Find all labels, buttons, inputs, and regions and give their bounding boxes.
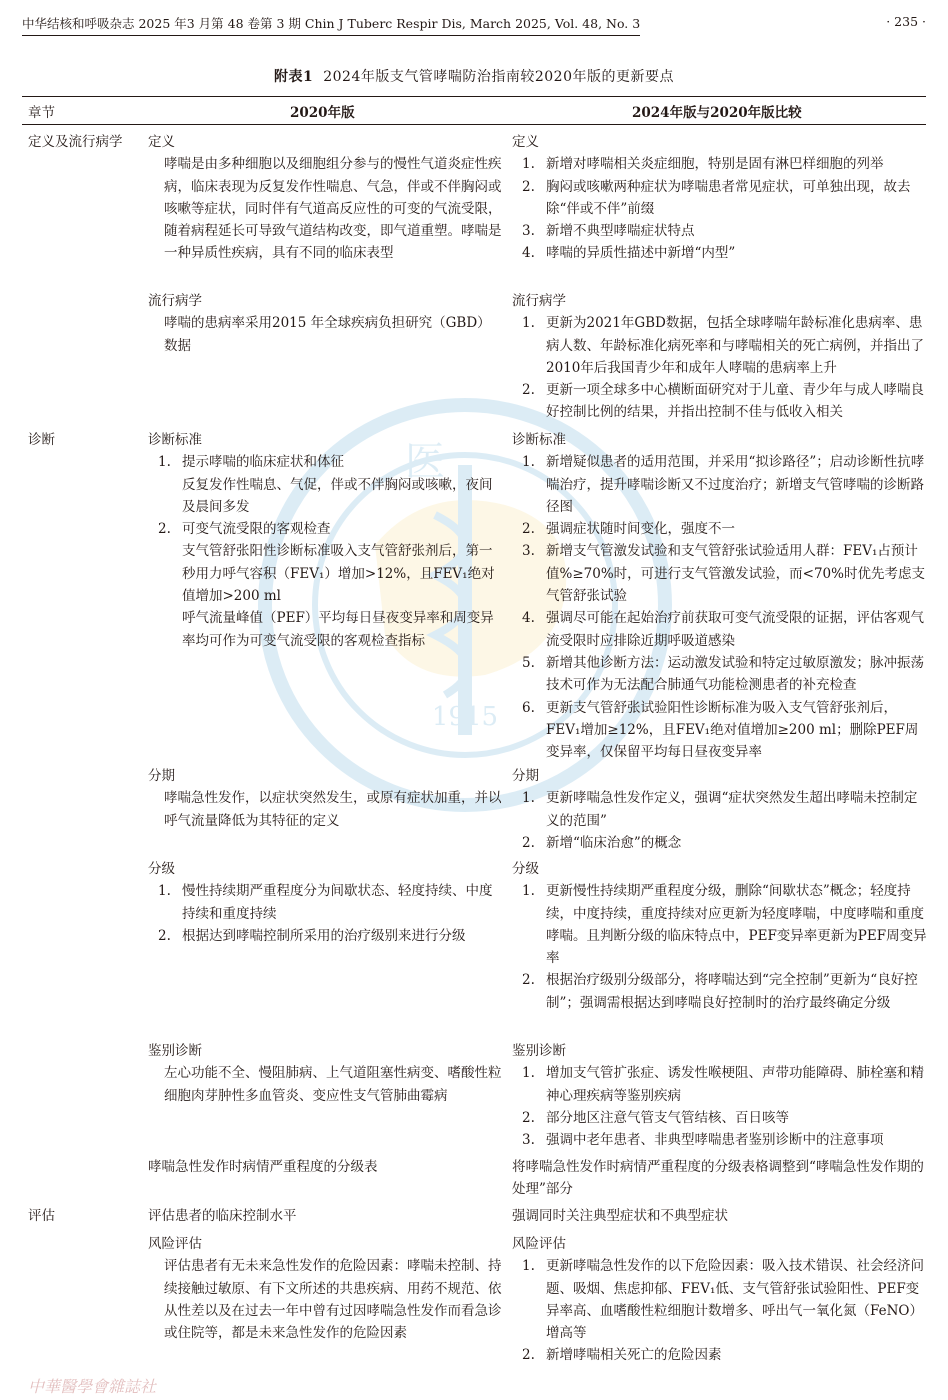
subsection-title: 鉴别诊断 xyxy=(512,1043,566,1059)
paragraph: 反复发作性喘息、气促，伴或不伴胸闷或咳嗽，夜间及晨间多发 xyxy=(182,476,493,515)
item-number: 1. xyxy=(522,315,535,332)
item-list xyxy=(512,880,928,1014)
subsection-title: 分级 xyxy=(148,861,175,877)
journal-citation: 中华结核和呼吸杂志 2025 年3 月第 48 卷第 3 期 Chin J Tuberc Respir Dis, March 2025, Vol. 48, No. 3 xyxy=(22,14,640,36)
cell-2024 xyxy=(512,290,928,424)
cell-2020 xyxy=(148,765,503,832)
item-list xyxy=(512,153,928,264)
publisher-name: 中華醫學會雜誌社 xyxy=(28,1377,157,1396)
subsection-title: 分期 xyxy=(512,768,539,784)
item-number: 2. xyxy=(158,927,171,944)
list-item: 1. 更新哮喘急性发作的以下危险因素：吸入技术错误、社会经济问题、吸烟、焦虑抑郁、FEV₁低、支气管舒张试验阳性、PEF变异率高、血嗜酸性粒细胞计数增多、呼出气一氧化氮（FeNO）增高等 xyxy=(522,1255,928,1344)
item-number: 4. xyxy=(522,245,535,262)
cell-2024 xyxy=(512,131,928,265)
cell-2024 xyxy=(512,1156,928,1201)
header-rule xyxy=(22,124,926,125)
top-rule xyxy=(22,96,926,97)
paragraph: 哮喘急性发作，以症状突然发生，或原有症状加重，并以呼气流量降低为其特征的定义 xyxy=(164,790,502,829)
item-number: 6. xyxy=(522,699,535,716)
item-list xyxy=(512,1255,928,1366)
subsection-title: 定义 xyxy=(148,134,175,150)
subsection-title: 诊断标准 xyxy=(148,432,202,448)
item-number: 2. xyxy=(522,521,535,538)
subsection-title: 诊断标准 xyxy=(512,432,566,448)
item-list xyxy=(148,880,503,947)
list-item: 1. 更新慢性持续期严重程度分级，删除“间歇状态”概念；轻度持续，中度持续，重度持续对应更新为轻度哮喘，中度哮喘和重度哮喘。且判断分级的临床特点中，PEF变异率更新为PEF周变异率 xyxy=(522,880,928,969)
item-number: 1. xyxy=(522,156,535,173)
cell-2020 xyxy=(148,858,503,947)
running-header xyxy=(22,14,926,36)
subsection-title: 鉴别诊断 xyxy=(148,1043,202,1059)
subsection-title: 流行病学 xyxy=(148,293,202,309)
list-item: 3. 强调中老年患者、非典型哮喘患者鉴别诊断中的注意事项 xyxy=(522,1129,928,1151)
list-item: 2. 更新一项全球多中心横断面研究对于儿童、青少年与成人哮喘良好控制比例的结果，并指出控制不佳与低收入相关 xyxy=(522,379,928,424)
item-list xyxy=(512,451,928,763)
cell-2020 xyxy=(148,429,503,652)
item-number: 2. xyxy=(522,834,535,851)
item-number: 1. xyxy=(522,1258,535,1275)
cell-2020 xyxy=(148,290,503,357)
paragraph: 支气管舒张阳性诊断标准吸入支气管舒张剂后，第一秒用力呼气容积（FEV₁）增加>12%，且FEV₁绝对值增加>200 ml xyxy=(182,543,495,605)
list-item: 2. 部分地区注意气管支气管结核、百日咳等 xyxy=(522,1107,928,1129)
col-header-section: 章节 xyxy=(28,105,55,121)
item-number: 2. xyxy=(522,1347,535,1364)
table-caption xyxy=(0,66,948,86)
subsection-title: 分级 xyxy=(512,861,539,877)
item-number: 1. xyxy=(522,790,535,807)
list-item: 2. 胸闷或咳嗽两种症状为哮喘患者常见症状，可单独出现，故去除“伴或不伴”前缀 xyxy=(522,176,928,221)
item-number: 1. xyxy=(522,883,535,900)
item-number: 1. xyxy=(158,883,171,900)
cell-2020 xyxy=(148,1233,503,1344)
item-number: 1. xyxy=(158,454,171,471)
list-item: 2. 可变气流受限的客观检查 xyxy=(158,518,503,540)
item-list xyxy=(148,518,503,540)
paragraph: 呼气流量峰值（PEF）平均每日昼夜变异率和周变异率均可作为可变气流受限的客观检查指标 xyxy=(182,610,494,649)
col-header-2024: 2024年版与2020年版比较 xyxy=(632,105,802,121)
publisher-watermark xyxy=(0,1374,420,1400)
cell-2020 xyxy=(148,1040,503,1107)
item-list xyxy=(148,451,503,473)
item-number: 1. xyxy=(522,454,535,471)
table-title: 2024年版支气管哮喘防治指南较2020年版的更新要点 xyxy=(323,69,674,85)
cell-2024 xyxy=(512,429,928,763)
list-item: 1. 新增对哮喘相关炎症细胞，特别是固有淋巴样细胞的列举 xyxy=(522,153,928,175)
item-number: 3. xyxy=(522,223,535,240)
list-item: 4. 强调尽可能在起始治疗前获取可变气流受限的证据，评估客观气流受限时应排除近期呼吸道感染 xyxy=(522,607,928,652)
list-item: 4. 哮喘的异质性描述中新增“内型” xyxy=(522,242,928,264)
item-number: 2. xyxy=(522,382,535,399)
paragraph: 左心功能不全、慢阻肺病、上气道阻塞性病变、嗜酸性粒细胞肉芽肿性多血管炎、变应性支气管肺曲霉病 xyxy=(164,1065,502,1104)
subsection-title: 哮喘急性发作时病情严重程度的分级表 xyxy=(148,1159,378,1175)
list-item: 3. 新增不典型哮喘症状特点 xyxy=(522,220,928,242)
cell-2020 xyxy=(148,1205,503,1227)
cell-2024 xyxy=(512,1040,928,1151)
section-label: 评估 xyxy=(28,1208,55,1224)
list-item: 2. 新增哮喘相关死亡的危险因素 xyxy=(522,1344,928,1366)
list-item: 1. 新增疑似患者的适用范围，并采用“拟诊路径”；启动诊断性抗哮喘治疗，提升哮喘诊断又不过度治疗；新增支气管哮喘的诊断路径图 xyxy=(522,451,928,518)
item-number: 2. xyxy=(158,521,171,538)
list-item: 2. 强调症状随时间变化，强度不一 xyxy=(522,518,928,540)
item-number: 3. xyxy=(522,543,535,560)
table-label: 附表1 xyxy=(273,69,314,85)
list-item: 2. 根据达到哮喘控制所采用的治疗级别来进行分级 xyxy=(158,925,503,947)
item-number: 2. xyxy=(522,178,535,195)
list-item: 6. 更新支气管舒张试验阳性诊断标准为吸入支气管舒张剂后，FEV₁增加≥12%，且FEV₁绝对值增加≥200 ml；删除PEF周变异率，仅保留平均每日昼夜变异率 xyxy=(522,697,928,764)
page-number: · 235 · xyxy=(886,14,926,29)
seal-year: 1915 xyxy=(431,702,499,732)
item-number: 3. xyxy=(522,1132,535,1149)
col-header-2020: 2020年版 xyxy=(290,105,355,121)
paragraph: 哮喘是由多种细胞以及细胞组分参与的慢性气道炎症性疾病，临床表现为反复发作性喘息、气急，伴或不伴胸闷或咳嗽等症状，同时伴有气道高反应性的可变的气流受限，随着病程延长可导致气道结构改变，即气道重塑。哮喘是一种异质性疾病，具有不同的临床表型 xyxy=(164,156,502,262)
section-label: 诊断 xyxy=(28,432,55,448)
list-item: 5. 新增其他诊断方法：运动激发试验和特定过敏原激发；脉冲振荡技术可作为无法配合肺通气功能检测患者的补充检查 xyxy=(522,652,928,697)
item-number: 5. xyxy=(522,654,535,671)
subsection-title: 风险评估 xyxy=(148,1236,202,1252)
subsection-title: 流行病学 xyxy=(512,293,566,309)
list-item: 3. 新增支气管激发试验和支气管舒张试验适用人群：FEV₁占预计值%≥70%时，可进行支气管激发试验，而<70%时优先考虑支气管舒张试验 xyxy=(522,540,928,607)
cell-2024 xyxy=(512,858,928,1014)
item-number: 4. xyxy=(522,610,535,627)
list-item: 1. 更新哮喘急性发作定义，强调“症状突然发生超出哮喘未控制定义的范围” xyxy=(522,787,928,832)
section-label: 定义及流行病学 xyxy=(28,134,123,150)
paragraph: 强调同时关注典型症状和不典型症状 xyxy=(512,1208,728,1224)
cell-2024 xyxy=(512,765,928,854)
item-list xyxy=(512,1062,928,1151)
cell-2020 xyxy=(148,131,503,265)
item-list xyxy=(512,787,928,854)
list-item: 2. 新增“临床治愈”的概念 xyxy=(522,832,928,854)
paragraph: 将哮喘急性发作时病情严重程度的分级表格调整到“哮喘急性发作期的处理”部分 xyxy=(512,1159,924,1198)
subsection-title: 评估患者的临床控制水平 xyxy=(148,1208,297,1224)
list-item: 1. 更新为2021年GBD数据，包括全球哮喘年龄标准化患病率、患病人数、年龄标准化病死率和与哮喘相关的死亡病例，并指出了2010年后我国青少年和成年人哮喘的患病率上升 xyxy=(522,312,928,379)
list-item: 2. 根据治疗级别分级部分，将哮喘达到“完全控制”更新为“良好控制”；强调需根据达到哮喘良好控制时的治疗最终确定分级 xyxy=(522,969,928,1014)
list-item: 1. 增加支气管扩张症、诱发性喉梗阻、声带功能障碍、肺栓塞和精神心理疾病等鉴别疾病 xyxy=(522,1062,928,1107)
item-number: 1. xyxy=(522,1065,535,1082)
seal-han: 医 xyxy=(405,439,445,485)
cell-2024 xyxy=(512,1233,928,1367)
subsection-title: 定义 xyxy=(512,134,539,150)
paragraph: 评估患者有无未来急性发作的危险因素：哮喘未控制、持续接触过敏原、有下文所述的共患疾病、用药不规范、依从性差以及在过去一年中曾有过因哮喘急性发作而看急诊或住院等，都是未来急性发作的危险因素 xyxy=(164,1258,502,1342)
cell-2024 xyxy=(512,1205,928,1227)
subsection-title: 风险评估 xyxy=(512,1236,566,1252)
item-number: 2. xyxy=(522,1109,535,1126)
item-list xyxy=(512,312,928,423)
list-item: 1. 提示哮喘的临床症状和体征 xyxy=(158,451,503,473)
item-number: 2. xyxy=(522,972,535,989)
paragraph: 哮喘的患病率采用2015 年全球疾病负担研究（GBD）数据 xyxy=(164,315,491,354)
list-item: 1. 慢性持续期严重程度分为间歇状态、轻度持续、中度持续和重度持续 xyxy=(158,880,503,925)
subsection-title: 分期 xyxy=(148,768,175,784)
cell-2020 xyxy=(148,1156,503,1178)
